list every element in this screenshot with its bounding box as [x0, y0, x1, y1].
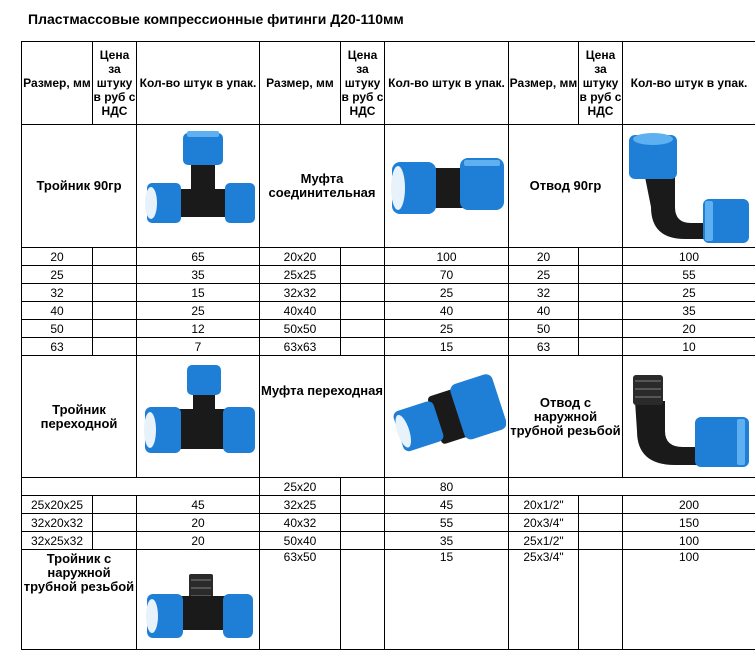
- qty-cell: 12: [137, 320, 260, 338]
- page-title: Пластмассовые компрессионные фитинги Д20-110мм: [28, 11, 404, 27]
- price-cell: [341, 532, 385, 550]
- size-cell: 63х63: [260, 338, 341, 356]
- table-row: [22, 284, 755, 302]
- size-cell: 20х20: [260, 248, 341, 266]
- size-cell: 25х20: [260, 478, 341, 496]
- price-cell: [579, 248, 623, 266]
- product-elbow-90-name: Отвод 90гр: [509, 125, 623, 248]
- table-row: [22, 266, 755, 284]
- price-cell: [341, 496, 385, 514]
- size-cell: 40: [22, 302, 93, 320]
- price-cell: [341, 338, 385, 356]
- qty-cell: 70: [385, 266, 509, 284]
- product-elbow-90-image: [623, 125, 755, 248]
- price-cell: [93, 320, 137, 338]
- table-row: [22, 496, 755, 514]
- qty-cell: 100: [385, 248, 509, 266]
- product-reducing-tee-image: [137, 356, 260, 478]
- qty-cell: 15: [137, 284, 260, 302]
- header-price: Цена за штуку в руб с НДС: [579, 42, 623, 125]
- qty-cell: 45: [137, 496, 260, 514]
- qty-cell: 25: [623, 284, 755, 302]
- size-cell: 20х3/4": [509, 514, 579, 532]
- price-cell: [93, 514, 137, 532]
- price-cell: [341, 320, 385, 338]
- size-cell: 20: [509, 248, 579, 266]
- price-cell: [341, 550, 385, 650]
- size-cell: 25х3/4": [509, 550, 579, 650]
- qty-cell: 65: [137, 248, 260, 266]
- size-cell: 25х25: [260, 266, 341, 284]
- qty-cell: 35: [385, 532, 509, 550]
- empty-cell: [22, 478, 260, 496]
- header-qty: Кол-во штук в упак.: [137, 42, 260, 125]
- price-cell: [341, 284, 385, 302]
- header-qty: Кол-во штук в упак.: [623, 42, 755, 125]
- size-cell: 40х32: [260, 514, 341, 532]
- qty-cell: 35: [137, 266, 260, 284]
- product-reducing-coupling-name: Муфта переходная: [260, 356, 385, 478]
- header-price: Цена за штуку в руб с НДС: [341, 42, 385, 125]
- price-cell: [93, 248, 137, 266]
- qty-cell: 25: [385, 284, 509, 302]
- size-cell: 50х50: [260, 320, 341, 338]
- size-cell: 40: [509, 302, 579, 320]
- size-cell: 50х40: [260, 532, 341, 550]
- size-cell: 25: [509, 266, 579, 284]
- size-cell: 63: [22, 338, 93, 356]
- size-cell: 20х1/2": [509, 496, 579, 514]
- product-threaded-elbow-image: [623, 356, 755, 478]
- header-price: Цена за штуку в руб с НДС: [93, 42, 137, 125]
- header-size: Размер, мм: [260, 42, 341, 125]
- price-cell: [579, 302, 623, 320]
- header-size: Размер, мм: [22, 42, 93, 125]
- header-qty: Кол-во штук в упак.: [385, 42, 509, 125]
- table-row: [22, 478, 755, 496]
- table-row: [22, 338, 755, 356]
- price-cell: [579, 338, 623, 356]
- price-cell: [579, 532, 623, 550]
- qty-cell: 20: [137, 532, 260, 550]
- size-cell: 32: [509, 284, 579, 302]
- size-cell: 20: [22, 248, 93, 266]
- section3-product-row: [22, 550, 755, 650]
- size-cell: 63х50: [260, 550, 341, 650]
- size-cell: 32х25х32: [22, 532, 93, 550]
- product-coupling-image: [385, 125, 509, 248]
- size-cell: 32: [22, 284, 93, 302]
- header-row: [22, 42, 755, 125]
- product-threaded-elbow-name: Отвод с наружной трубной резьбой: [509, 356, 623, 478]
- size-cell: 32х20х32: [22, 514, 93, 532]
- size-cell: 63: [509, 338, 579, 356]
- qty-cell: 55: [385, 514, 509, 532]
- qty-cell: 15: [385, 550, 509, 650]
- section2-product-row: [22, 356, 755, 478]
- qty-cell: 100: [623, 248, 755, 266]
- size-cell: 25х20х25: [22, 496, 93, 514]
- qty-cell: 80: [385, 478, 509, 496]
- qty-cell: 7: [137, 338, 260, 356]
- size-cell: 25х1/2": [509, 532, 579, 550]
- price-cell: [93, 266, 137, 284]
- price-cell: [579, 320, 623, 338]
- product-threaded-tee-name: Тройник с наружной трубной резьбой: [22, 550, 137, 650]
- size-cell: 32х25: [260, 496, 341, 514]
- qty-cell: 20: [623, 320, 755, 338]
- qty-cell: 45: [385, 496, 509, 514]
- qty-cell: 40: [385, 302, 509, 320]
- size-cell: 40х40: [260, 302, 341, 320]
- qty-cell: 150: [623, 514, 755, 532]
- qty-cell: 20: [137, 514, 260, 532]
- price-cell: [579, 496, 623, 514]
- qty-cell: 200: [623, 496, 755, 514]
- qty-cell: 15: [385, 338, 509, 356]
- qty-cell: 55: [623, 266, 755, 284]
- price-cell: [93, 338, 137, 356]
- qty-cell: 25: [385, 320, 509, 338]
- qty-cell: 25: [137, 302, 260, 320]
- price-cell: [579, 550, 623, 650]
- product-reducing-coupling-image: [385, 356, 509, 478]
- table-row: [22, 514, 755, 532]
- size-cell: 25: [22, 266, 93, 284]
- price-cell: [341, 302, 385, 320]
- price-cell: [341, 248, 385, 266]
- table-row: [22, 320, 755, 338]
- size-cell: 50: [509, 320, 579, 338]
- empty-cell: [509, 478, 755, 496]
- product-tee-90-image: [137, 125, 260, 248]
- product-reducing-tee-name: Тройник переходной: [22, 356, 137, 478]
- price-cell: [341, 266, 385, 284]
- table-row: [22, 302, 755, 320]
- size-cell: 32х32: [260, 284, 341, 302]
- price-cell: [93, 284, 137, 302]
- header-size: Размер, мм: [509, 42, 579, 125]
- product-coupling-name: Муфта соединительная: [260, 125, 385, 248]
- size-cell: 50: [22, 320, 93, 338]
- price-cell: [93, 302, 137, 320]
- table-row: [22, 248, 755, 266]
- price-cell: [93, 532, 137, 550]
- qty-cell: 35: [623, 302, 755, 320]
- product-tee-90-name: Тройник 90гр: [22, 125, 137, 248]
- product-threaded-tee-image: [137, 550, 260, 650]
- qty-cell: 100: [623, 532, 755, 550]
- price-cell: [93, 496, 137, 514]
- price-cell: [341, 478, 385, 496]
- price-cell: [579, 284, 623, 302]
- price-table: [21, 41, 755, 650]
- qty-cell: 10: [623, 338, 755, 356]
- price-cell: [341, 514, 385, 532]
- price-cell: [579, 514, 623, 532]
- table-row: [22, 532, 755, 550]
- price-cell: [579, 266, 623, 284]
- qty-cell: 100: [623, 550, 755, 650]
- section1-product-row: [22, 125, 755, 248]
